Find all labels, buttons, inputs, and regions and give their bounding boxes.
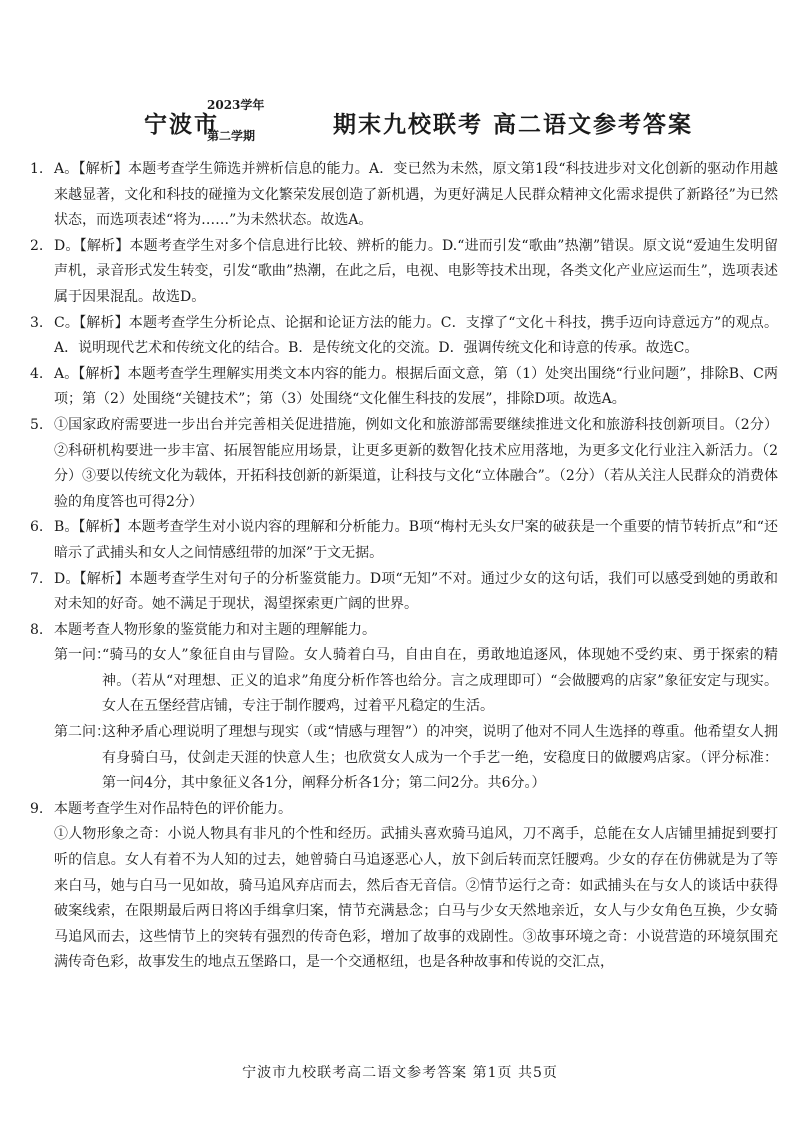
answer-item-1: [30, 157, 778, 234]
answer-item-9: [30, 797, 778, 976]
title-city: 宁波市: [144, 111, 219, 138]
answer-text: D。【解析】本题考查学生对句子的分析鉴赏能力。D项“无知”不对。通过少女的这句话，我们可以感受到她的勇敢和对未知的好奇。她不满足于现状，渴望探索更广阔的世界。: [54, 570, 778, 613]
q8-part-label: 第二问：: [54, 724, 110, 741]
title-semester: 第二学期: [207, 129, 256, 143]
answer-number: 3.: [30, 314, 44, 331]
answer-item-5: [30, 413, 778, 515]
answer-item-4: [30, 362, 778, 413]
answer-number: 9.: [30, 800, 44, 817]
q9-body: ①人物形象之奇：小说人物具有非凡的个性和经历。武捕头喜欢骑马追风，刀不离手，总能在女人店铺里捕捉到要打听的信息。女人有着不为人知的过去，她曾骑白马追逐恶心人，放下剑后转而烹饪腰鸡。少女的存在仿佛就是为了等来白马，她与白马一见如故，骑马追风弃店而去，然后杳无音信。②情节运行之奇：如武捕头在与女人的谈话中获得破案线索，在限期最后两日将凶手缉拿归案，情节充满悬念；白马与少女天然地亲近，女人与少女角色互换，少女骑马追风而去，这些情节上的突转有强烈的传奇色彩，增加了故事的戏剧性。③故事环境之奇：小说营造的环境氛围充满传奇色彩，故事发生的地点五堡路口，是一个交通枢纽，也是各种故事和传说的交汇点，: [54, 826, 778, 971]
answer-text: A。【解析】本题考查学生筛选并辨析信息的能力。A．变已然为未然，原文第1段“科技进步对文化创新的驱动作用越来越显著，文化和科技的碰撞为文化繁荣发展创造了新机遇，为更好满足人民群众精神文化需求提供了新路径”为已然状态，而选项表述“将为……”为未然状态。故选A。: [54, 161, 778, 229]
answer-item-7: [30, 567, 778, 618]
q8-part-text: 这种矛盾心理说明了理想与现实（或“情感与理智”）的冲突，说明了他对不同人生选择的尊重。他希望女人拥有身骑白马，仗剑走天涯的快意人生；也欣赏女人成为一个手艺一绝，安稳度日的做腰鸡店家。（评分标准：第一问4分，其中象征义各1分，阐释分析各1分；第二问2分。共6分。）: [102, 724, 778, 792]
q8-part-2: [54, 720, 778, 797]
answer-text: C。【解析】本题考查学生分析论点、论据和论证方法的能力。C．支撑了“文化＋科技，携手迈向诗意远方”的观点。A．说明现代艺术和传统文化的结合。B．是传统文化的交流。D．强调传统文化和诗意的传承。故选C。: [54, 314, 778, 357]
document-title: [0, 96, 800, 143]
page-footer: 宁波市九校联考高二语文参考答案 第1页 共5页: [242, 1065, 558, 1081]
answer-item-6: [30, 515, 778, 566]
answer-body: [30, 157, 778, 976]
answer-text: B。【解析】本题考查学生对小说内容的理解和分析能力。B项“梅村无头女尸案的破获是一个重要的情节转折点”和“还暗示了武捕头和女人之间情感纽带的加深”于文无据。: [54, 519, 778, 561]
answer-text: D。【解析】本题考查学生对多个信息进行比较、辨析的能力。D.“进而引发“歌曲”热潮”错误。原文说“爱迪生发明留声机，录音形式发生转变，引发“歌曲”热潮，在此之后，电视、电影等技术出现，各类文化产业应运而生”，选项表述属于因果混乱。故选D。: [54, 237, 778, 305]
answer-number: 2.: [30, 237, 44, 254]
answer-number: 5.: [30, 416, 44, 433]
title-main: 期末九校联考 高二语文参考答案: [333, 111, 694, 138]
answer-number: 8.: [30, 621, 44, 638]
answer-item-2: [30, 234, 778, 311]
q8-part-1: [54, 643, 778, 720]
answer-text: ①国家政府需要进一步出台并完善相关促进措施，例如文化和旅游部需要继续推进文化和旅游科技创新项目。（2分）②科研机构要进一步丰富、拓展智能应用场景，让更多更新的数智化技术应用落地，为更多文化行业注入新活力。（2分）③要以传统文化为载体，开拓科技创新的新渠道，让科技与文化“立体融合”。（2分）（若从关注人民群众的消费体验的角度答也可得2分）: [54, 416, 778, 510]
answer-item-8: [30, 618, 778, 797]
q8-part-text: “骑马的女人”象征自由与冒险。女人骑着白马，自由自在，勇敢地追逐风，体现她不受约束、勇于探索的精神。（若从“对理想、正义的追求”角度分析作答也给分。言之成理即可）“会做腰鸡的店家”象征安定与现实。女人在五堡经营店铺，专注于制作腰鸡，过着平凡稳定的生活。: [102, 647, 778, 715]
title-year: 2023学年: [207, 98, 265, 112]
answer-number: 7.: [30, 570, 44, 587]
answer-text: 本题考查人物形象的鉴赏能力和对主题的理解能力。: [54, 621, 376, 638]
answer-item-3: [30, 311, 778, 362]
q8-part-label: 第一问：: [54, 647, 110, 664]
answer-number: 4.: [30, 365, 44, 382]
answer-number: 6.: [30, 519, 44, 536]
answer-number: 1.: [30, 161, 44, 177]
answer-text: A。【解析】本题考查学生理解实用类文本内容的能力。根据后面文意，第（1）处突出围绕“行业问题”，排除B、C两项；第（2）处围绕“关键技术”；第（3）处围绕“文化催生科技的发展”，排除D项。故选A。: [54, 365, 778, 408]
answer-text: 本题考查学生对作品特色的评价能力。: [54, 800, 292, 817]
